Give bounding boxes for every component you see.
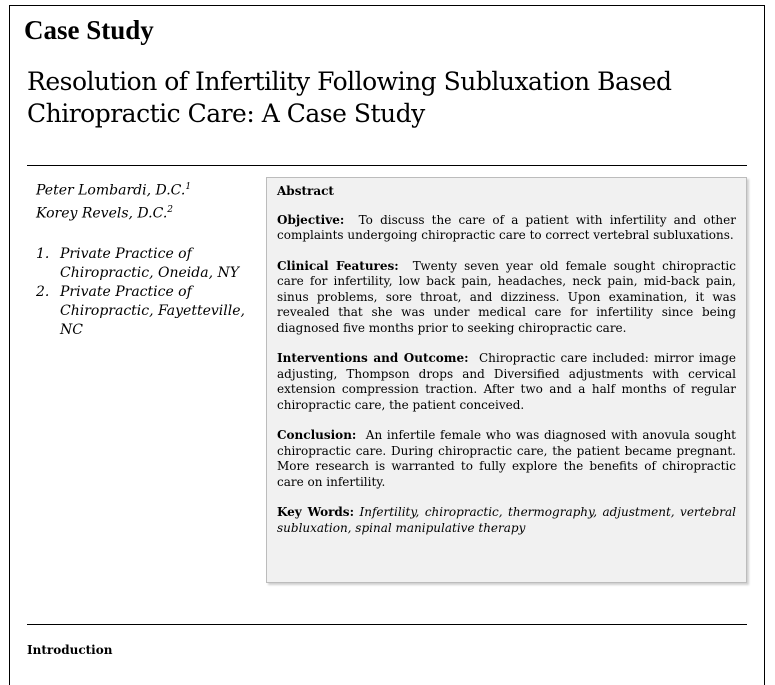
abstract-heading: Abstract <box>277 184 334 198</box>
author-block <box>36 178 266 340</box>
abstract-box <box>266 177 747 583</box>
title-divider <box>27 165 747 166</box>
affiliation-item: 1. Private Practice of Chiropractic, Oneida, NY <box>36 246 239 282</box>
abstract-interventions: Interventions and Outcome: Chiropractic care included: mirror image adjusting, Thompson drops and Diversified adjustments with cervical extension compression traction. After two and a half months of regular chiropractic care, the patient conceived. <box>277 351 736 412</box>
section-divider <box>27 624 747 625</box>
article-title: Resolution of Infertility Following Subluxation Based Chiropractic Care: A Case Study <box>27 67 672 128</box>
abstract-keywords: Key Words: Infertility, chiropractic, thermography, adjustment, vertebral subluxation, spinal manipulative therapy <box>277 505 736 535</box>
author-1: Peter Lombardi, D.C.$^1$ <box>36 182 192 199</box>
introduction-heading: Introduction <box>27 643 113 657</box>
abstract-clinical-features: Clinical Features: Twenty seven year old female sought chiropractic care for infertility, low back pain, headaches, neck pain, mid-back pain, sinus problems, sore throat, and dizziness. Upon examination, it was revealed that she was under medical care for infertility since being diagnosed five months prior to seeking chiropractic care. <box>277 258 736 335</box>
abstract-objective: Objective: To discuss the care of a patient with infertility and other complaints undergoing chiropractic care to correct vertebral subluxations. <box>277 212 736 242</box>
author-2: Korey Revels, D.C.$^2$ <box>36 204 174 222</box>
affiliation-item: 2. Private Practice of Chiropractic, Fayetteville, NC <box>36 284 245 339</box>
abstract-conclusion: Conclusion: An infertile female who was diagnosed with anovula sought chiropractic care. During chiropractic care, the patient became pregnant. More research is warranted to fully explore the benefits of chiropractic care on infertility. <box>277 428 736 489</box>
affiliation-list <box>36 245 266 340</box>
section-label: Case Study <box>24 15 154 45</box>
